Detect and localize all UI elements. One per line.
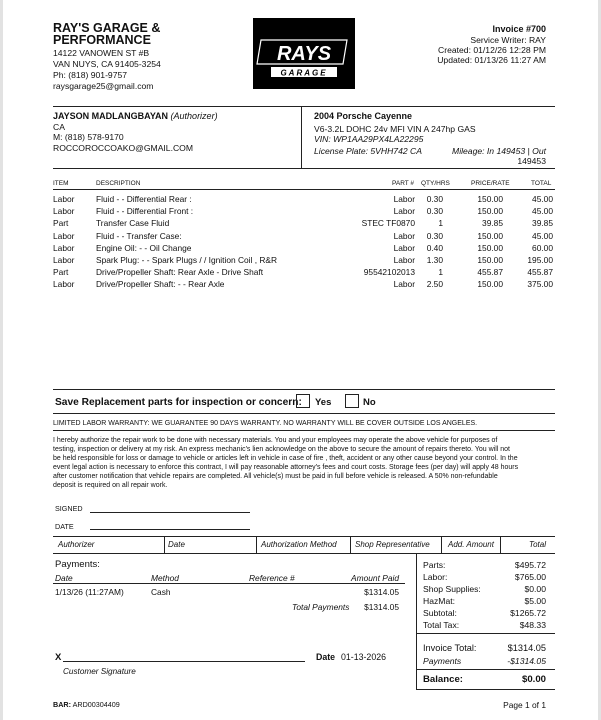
divider [53,106,555,107]
signed-label: SIGNED [55,504,83,513]
auth-col-add-amount: Add. Amount [448,540,494,549]
invoice-number: Invoice #700 [492,24,546,34]
save-parts-yes-checkbox[interactable] [296,394,310,408]
shop-supplies-label: Shop Supplies: [423,584,481,594]
save-parts-question: Save Replacement parts for inspection or concern: [55,397,302,408]
pay-col-date: Date [55,573,73,583]
labor-value: $765.00 [514,572,546,582]
warranty-text: LIMITED LABOR WARRANTY: WE GUARANTEE 90 DAYS WARRANTY. NO WARRANTY WILL BE COVER OUTSIDE LOS ANGELES. [53,420,478,427]
divider [53,389,555,390]
total-payments-value: $1314.05 [364,602,399,612]
rays-garage-logo [253,18,355,89]
vehicle-plate: License Plate: 5VHH742 CA [314,146,422,156]
cell-price: 150.00 [477,230,503,241]
cell-part: 95542102013 [363,267,415,278]
cell-description: Drive/Propeller Shaft: - - Rear Axle [96,279,225,290]
col-header-qty: QTY/HRS [421,180,450,187]
cell-total: 455.87 [527,267,553,278]
cell-item: Labor [53,206,75,217]
payment-amount: $1314.05 [364,587,399,597]
cell-item: Labor [53,279,75,290]
col-header-price: PRICE/RATE [471,180,510,187]
table-row [53,218,555,230]
cell-item: Labor [53,242,75,253]
cell-qty: 0.30 [426,194,443,204]
divider [416,669,555,670]
shop-address-line2: VAN NUYS, CA 91405-3254 [53,59,161,69]
authorization-text-line: testing, inspection or delivery at my risk. An express mechanic's lien acknowledge on the above to secure the amount of repairs thereto. You will not [53,446,510,453]
vehicle-vin: VIN: WP1AA29PX4LA22295 [314,134,424,144]
cell-description: Drive/Propeller Shaft: Rear Axle - Drive Shaft [96,267,264,278]
invoice-total-label: Invoice Total: [423,643,477,653]
table-row [53,255,555,267]
col-header-part: PART # [392,180,415,187]
authorization-text-line: deposit is required on all repair work. [53,482,168,489]
cell-price: 39.85 [482,218,503,229]
pay-col-reference: Reference # [249,573,295,583]
cell-qty: 0.30 [426,230,443,241]
divider [500,536,501,553]
payment-method: Cash [151,587,171,597]
auth-col-date: Date [168,540,185,549]
cell-qty: 0.40 [426,242,443,253]
labor-label: Labor: [423,572,448,582]
cell-price: 150.00 [477,279,503,290]
logo-text-bottom: GARAGE [280,68,328,78]
cell-price: 150.00 [477,194,503,204]
service-writer: Service Writer: RAY [470,35,546,45]
authorization-text-line: be held responsible for loss or damage to vehicle or articles left in vehicle in case of fire , theft, accident or any other cause beyond your control. In the [53,455,518,462]
cell-total: 45.00 [532,206,553,217]
total-tax-label: Total Tax: [423,620,460,630]
cell-qty: 0.30 [426,206,443,217]
customer-state: CA [53,122,65,132]
cell-qty: 1.30 [426,255,443,265]
vehicle-mileage-out: 149453 [517,156,546,166]
cell-qty: 1 [438,267,443,278]
cell-description: Fluid - - Differential Front : [96,206,194,217]
pay-col-amount: Amount Paid [351,573,399,583]
save-parts-no-checkbox[interactable] [345,394,359,408]
cell-item: Part [53,267,69,278]
col-header-item: ITEM [53,180,69,187]
invoice-total-value: $1314.05 [507,643,546,653]
customer-signature-line[interactable] [63,661,305,662]
cell-description: Engine Oil: - - Oil Change [96,242,192,253]
cell-total: 195.00 [527,255,553,265]
cell-total: 60.00 [532,242,553,253]
cell-item: Labor [53,255,75,265]
date-label: DATE [55,522,74,531]
cell-price: 150.00 [477,206,503,217]
save-parts-no-label: No [363,397,376,408]
auth-col-total: Total [528,540,546,549]
cell-price: 150.00 [477,242,503,253]
shop-phone: Ph: (818) 901-9757 [53,70,128,80]
divider [441,536,442,553]
cell-part: Labor [393,279,415,290]
divider [53,168,555,169]
payments-applied-value: -$1314.05 [507,656,546,666]
balance-value: $0.00 [521,674,546,685]
authorization-text-line: event legal action is necessary to enforce this contract, I will pay reasonable attorney's fees and court costs. Storage fees (per day) will apply 48 hours [53,464,519,471]
signature-date-label: Date [316,652,336,662]
divider [53,583,405,584]
cell-price: 455.87 [477,267,503,278]
divider [164,536,165,553]
signature-x: X [55,652,62,663]
authorization-text-line: after customer notification that vehicle repairs are completed. All vehicle(s) must be paid in full before vehicle is released. A 50% non-refundable [53,473,498,480]
divider [256,536,257,553]
table-row [53,194,555,206]
updated-date: Updated: 01/13/26 11:27 AM [437,55,546,65]
cell-part: STEC TF0870 [361,218,415,229]
divider [416,689,555,690]
logo-text-top: RAYS [276,43,332,65]
auth-col-method: Authorization Method [261,540,337,549]
payments-title: Payments: [55,559,100,570]
cell-part: Labor [393,194,415,204]
parts-value: $495.72 [514,560,546,570]
cell-part: Labor [393,255,415,265]
signature-date-value: 01-13-2026 [341,652,386,662]
total-tax-value: $48.33 [519,620,546,630]
balance-label: Balance: [423,674,463,685]
hazmat-value: $5.00 [524,596,546,606]
divider [53,430,555,431]
cell-qty: 2.50 [426,279,443,290]
subtotal-label: Subtotal: [423,608,457,618]
page-number: Page 1 of 1 [503,700,546,710]
customer-phone: M: (818) 578-9170 [53,132,124,142]
divider [53,189,555,190]
cell-part: Labor [393,242,415,253]
customer-name: JAYSON MADLANGBAYAN [53,111,169,121]
authorization-text [53,436,553,490]
divider [350,536,351,553]
customer-signature-label: Customer Signature [63,667,136,676]
vehicle-engine: V6-3.2L DOHC 24v MFI VIN A 247hp GAS [314,124,476,134]
cell-total: 45.00 [532,230,553,241]
save-parts-yes-label: Yes [315,397,332,408]
cell-part: Labor [393,230,415,241]
table-row [53,279,555,291]
cell-description: Fluid - - Transfer Case: [96,230,182,241]
payment-date: 1/13/26 (11:27AM) [55,587,124,597]
shop-name: RAY'S GARAGE & PERFORMANCE [53,21,161,47]
vehicle-mileage: Mileage: In 149453 | Out [452,146,546,156]
divider [53,536,555,537]
customer-role: (Authorizer) [170,111,218,121]
cell-description: Transfer Case Fluid [96,218,170,229]
divider [53,553,555,554]
cell-qty: 1 [438,218,443,229]
cell-total: 39.85 [532,218,553,229]
hazmat-label: HazMat: [423,596,455,606]
cell-item: Part [53,218,69,229]
cell-total: 375.00 [527,279,553,290]
cell-description: Spark Plug: - - Spark Plugs / / Ignition Coil , R&R [96,255,278,265]
shop-supplies-value: $0.00 [524,584,546,594]
divider [301,106,302,168]
cell-total: 45.00 [532,194,553,204]
shop-address-line1: 14122 VANOWEN ST #B [53,48,150,58]
auth-col-authorizer: Authorizer [58,540,95,549]
divider [53,413,555,414]
total-payments-label: Total Payments [292,602,350,612]
logo-graphic [253,18,355,89]
customer-email: ROCCOROCCOAKO@GMAIL.COM [53,143,194,153]
parts-label: Parts: [423,560,446,570]
cell-part: Labor [393,206,415,217]
table-row [53,206,555,218]
customer-name-line [53,111,218,121]
pay-col-method: Method [151,573,179,583]
signed-line[interactable] [90,512,250,513]
bar-value: ARD00304409 [72,700,120,709]
cell-price: 150.00 [477,255,503,265]
divider [416,633,555,634]
date-line[interactable] [90,529,250,530]
bar-number [53,700,120,709]
authorization-text-line: I hereby authorize the repair work to be done with necessary materials. You and your employees may operate the above vehicle for purposes of [53,437,498,444]
table-row [53,231,555,243]
created-date: Created: 01/12/26 12:28 PM [438,45,546,55]
auth-col-rep: Shop Representative [355,540,430,549]
cell-item: Labor [53,194,75,204]
cell-item: Labor [53,230,75,241]
shop-email: raysgarage25@gmail.com [53,81,154,91]
bar-label: BAR: [53,700,71,709]
cell-description: Fluid - - Differential Rear : [96,194,192,204]
table-row [53,243,555,255]
col-header-description: DESCRIPTION [96,180,141,187]
col-header-total: TOTAL [531,180,552,187]
vehicle-title: 2004 Porsche Cayenne [314,111,413,121]
payments-applied-label: Payments [423,656,462,666]
subtotal-value: $1265.72 [510,608,546,618]
table-row [53,267,555,279]
